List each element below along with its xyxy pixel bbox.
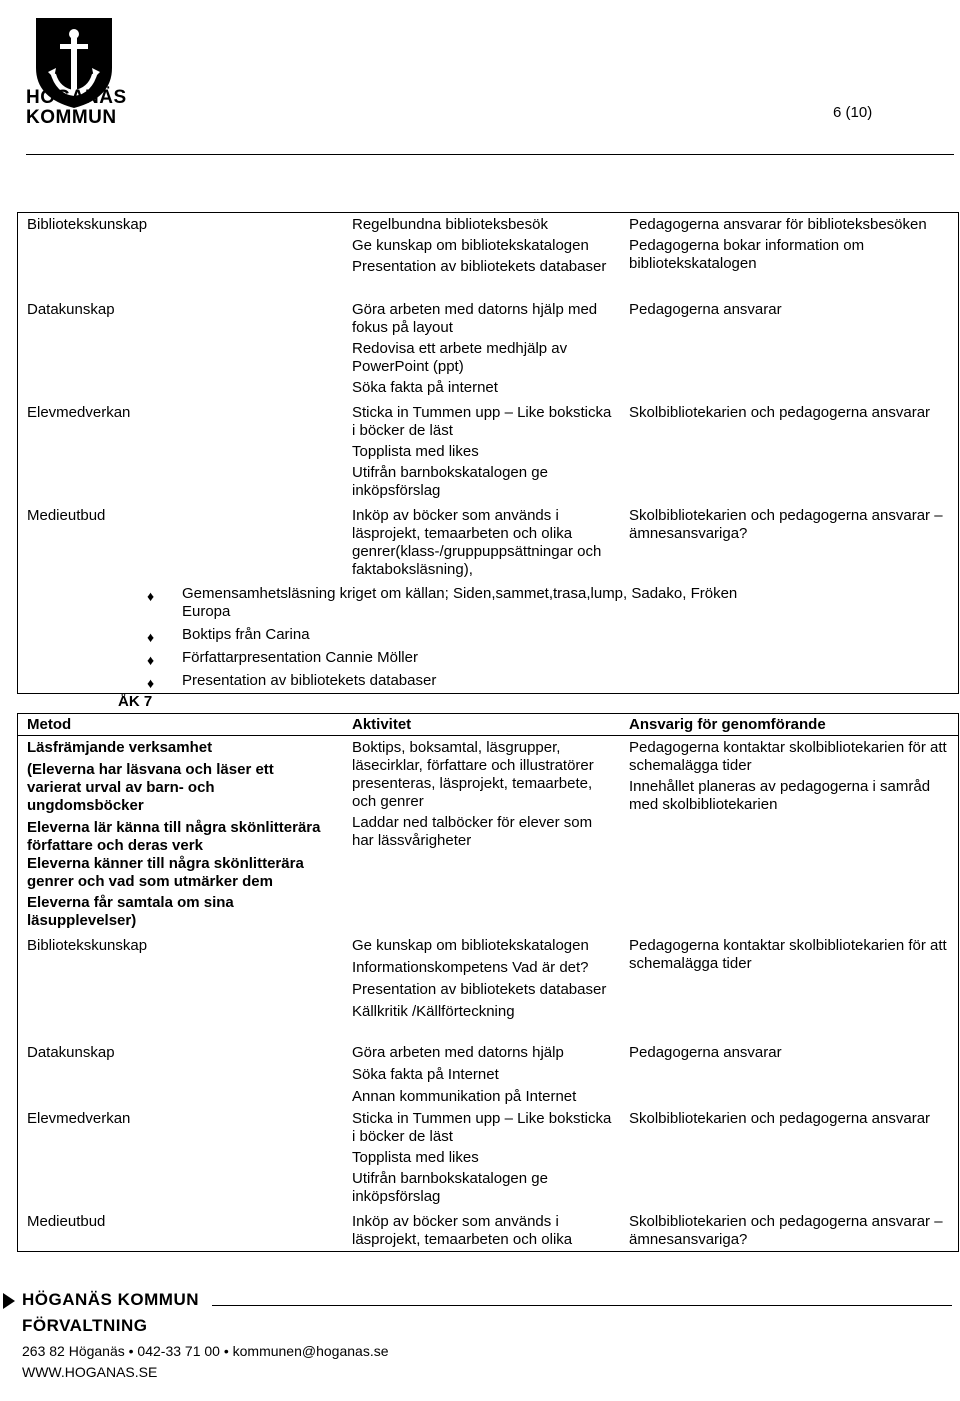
activity-item: Presentation av bibliotekets databaser: [352, 258, 607, 275]
activity-item: Göra arbeten med datorns hjälp: [352, 1044, 564, 1061]
column-header-ansvarig: Ansvarig för genomförande: [629, 716, 826, 733]
t2-responsible-medieutbud: Skolbibliotekarien och pedagogerna ansvarar – ämnesansvariga?: [629, 1213, 943, 1248]
activity-item: Söka fakta på internet: [352, 379, 498, 396]
t2-activities-lasframjande: [352, 739, 612, 850]
t2-area-bibliotekskunskap: Bibliotekskunskap: [27, 937, 148, 954]
method-goal: Eleverna lär känna till några skönlitterära författare och deras verk: [27, 819, 321, 854]
t2-method-lasframjande: [27, 739, 327, 930]
activity-item: Ge kunskap om bibliotekskatalogen: [352, 237, 589, 254]
activity-item: Utifrån barnbokskatalogen ge inköpsförslag: [352, 464, 548, 499]
activity-item: Redovisa ett arbete medhjälp av PowerPoint (ppt): [352, 340, 568, 375]
footer-organization: [22, 1289, 199, 1337]
bullet-icon: ♦: [147, 588, 155, 604]
activity-item: Sticka in Tummen upp – Like boksticka i böcker de läst: [352, 1110, 612, 1145]
t1-activities-bibliotekskunskap: [352, 216, 612, 276]
t2-activities-elevmedverkan: [352, 1110, 612, 1206]
method-goal: (Eleverna har läsvana och läser ett varierat urval av barn- och ungdomsböcker: [27, 761, 274, 814]
bullet-icon: ♦: [147, 652, 155, 668]
footer-arrow-icon: [3, 1293, 15, 1309]
t1-responsible-datakunskap: Pedagogerna ansvarar: [629, 301, 782, 318]
t1-area-bibliotekskunskap: Bibliotekskunskap: [27, 216, 148, 233]
responsible-item: Innehållet planeras av pedagogerna i samråd med skolbibliotekarien: [629, 778, 931, 813]
responsible-item: Pedagogerna ansvarar för biblioteksbesöken: [629, 216, 927, 233]
list-item: ♦ Boktips från Carina: [147, 626, 310, 645]
logo-line-2: KOMMUN: [26, 107, 117, 128]
header-row-divider: [17, 735, 959, 736]
activity-item: Utifrån barnbokskatalogen ge inköpsförslag: [352, 1170, 548, 1205]
t1-responsible-bibliotekskunskap: [629, 216, 954, 273]
t2-activities-medieutbud: Inköp av böcker som används i läsprojekt, temaarbeten och olika: [352, 1213, 573, 1248]
t2-activities-datakunskap: [352, 1044, 612, 1106]
t2-responsible-elevmedverkan: Skolbibliotekarien och pedagogerna ansvarar: [629, 1110, 931, 1127]
t1-responsible-elevmedverkan: Skolbibliotekarien och pedagogerna ansvarar: [629, 404, 931, 421]
activity-item: Ge kunskap om bibliotekskatalogen: [352, 937, 589, 954]
t2-responsible-datakunskap: Pedagogerna ansvarar: [629, 1044, 782, 1061]
t1-area-elevmedverkan: Elevmedverkan: [27, 404, 131, 421]
footer-contact: 263 82 Höganäs • 042-33 71 00 • kommunen@hoganas.se: [22, 1343, 389, 1359]
footer-department: FÖRVALTNING: [22, 1316, 148, 1335]
bullet-icon: ♦: [147, 675, 155, 691]
t2-area-medieutbud: Medieutbud: [27, 1213, 106, 1230]
method-goal: Eleverna känner till några skönlitterära genrer och vad som utmärker dem: [27, 855, 304, 890]
activity-item: Källkritik /Källförteckning: [352, 1003, 515, 1020]
list-item: ♦ Presentation av bibliotekets databaser: [147, 672, 437, 691]
logo-line-1: HÖGANÄS: [26, 87, 127, 108]
method-goal: Eleverna får samtala om sina läsupplevelser): [27, 894, 234, 929]
footer-org-name: HÖGANÄS KOMMUN: [22, 1290, 199, 1309]
responsible-item: Pedagogerna bokar information om bibliotekskatalogen: [629, 237, 865, 272]
footer-divider: [212, 1305, 952, 1306]
t2-responsible-bibliotekskunskap: Pedagogerna kontaktar skolbibliotekarien för att schemalägga tider: [629, 937, 947, 972]
grade-label: ÅK 7: [118, 693, 153, 710]
bullet-list: [147, 585, 787, 695]
responsible-item: Pedagogerna kontaktar skolbibliotekarien för att schemalägga tider: [629, 739, 947, 774]
activity-item: Topplista med likes: [352, 1149, 479, 1166]
column-header-metod: Metod: [27, 716, 72, 733]
t2-responsible-lasframjande: [629, 739, 954, 814]
logo-wordmark: [26, 88, 127, 128]
t1-activities-elevmedverkan: [352, 404, 612, 500]
activity-item: Informationskompetens Vad är det?: [352, 959, 589, 976]
t1-responsible-medieutbud: Skolbibliotekarien och pedagogerna ansvarar – ämnesansvariga?: [629, 507, 943, 542]
t1-area-datakunskap: Datakunskap: [27, 301, 115, 318]
page-number: 6 (10): [833, 104, 873, 121]
t2-activities-bibliotekskunskap: [352, 937, 612, 1021]
t1-area-medieutbud: Medieutbud: [27, 507, 106, 524]
activity-item: Presentation av bibliotekets databaser: [352, 981, 607, 998]
activity-item: Sticka in Tummen upp – Like boksticka i böcker de läst: [352, 404, 612, 439]
bullet-icon: ♦: [147, 629, 155, 645]
column-header-aktivitet: Aktivitet: [352, 716, 412, 733]
method-title: Läsfrämjande verksamhet: [27, 739, 213, 756]
header-divider: [26, 154, 954, 155]
activity-item: Söka fakta på Internet: [352, 1066, 499, 1083]
list-item: ♦ Gemensamhetsläsning kriget om källan; Siden,sammet,trasa,lump, Sadako, Fröken Europa: [147, 585, 738, 620]
t1-activities-medieutbud: Inköp av böcker som används i läsprojekt, temaarbeten och olika genrer(klass-/gruppuppsättningar och faktaboksläsning),: [352, 507, 602, 578]
t1-activities-datakunskap: [352, 301, 612, 397]
activity-item: Topplista med likes: [352, 443, 479, 460]
activity-item: Annan kommunikation på Internet: [352, 1088, 577, 1105]
list-item: ♦ Författarpresentation Cannie Möller: [147, 649, 418, 668]
activity-item: Boktips, boksamtal, läsgrupper, läsecirklar, författare och illustratörer presenteras, läsprojekt, temaarbete, och genrer: [352, 739, 594, 810]
t2-area-elevmedverkan: Elevmedverkan: [27, 1110, 131, 1127]
activity-item: Laddar ned talböcker för elever som har lässvårigheter: [352, 814, 593, 849]
activity-item: Göra arbeten med datorns hjälp med fokus på layout: [352, 301, 598, 336]
footer-website-link[interactable]: WWW.HOGANAS.SE: [22, 1364, 158, 1380]
activity-item: Regelbundna biblioteksbesök: [352, 216, 548, 233]
t2-area-datakunskap: Datakunskap: [27, 1044, 115, 1061]
